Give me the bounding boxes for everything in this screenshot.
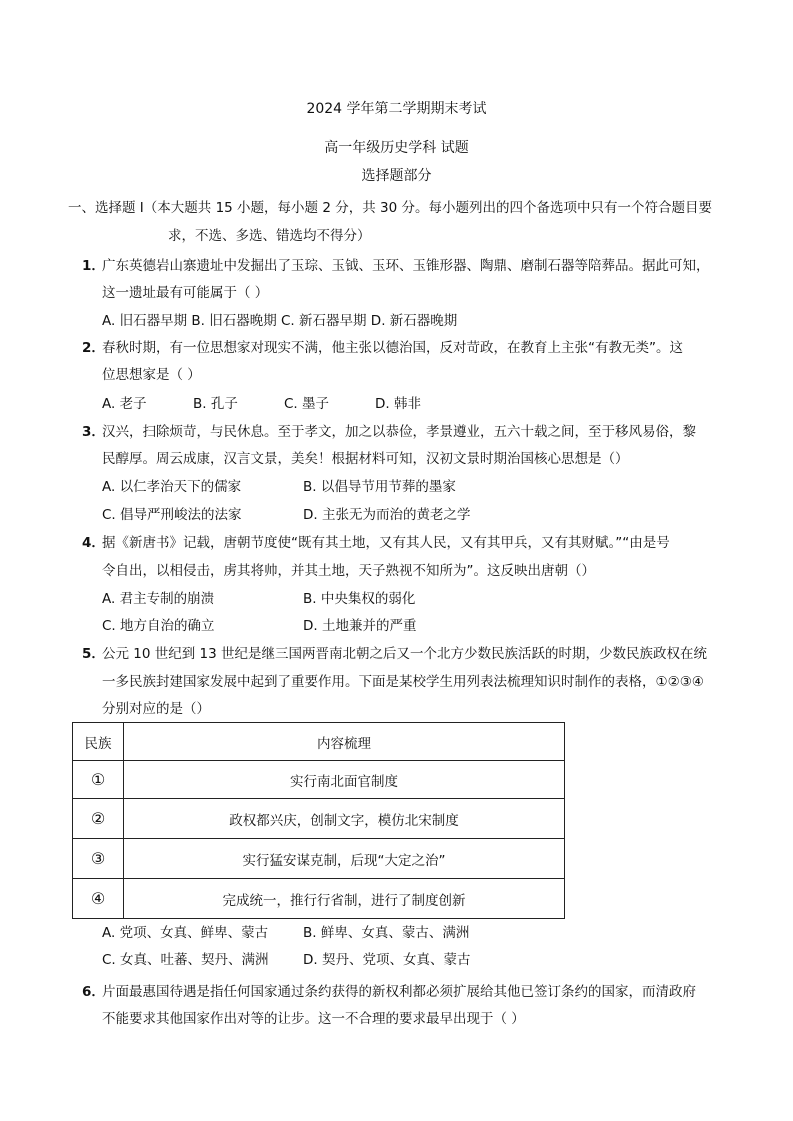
table-cell-content: 政权都兴庆，创制文字，模仿北宋制度 [124, 799, 565, 839]
table-cell-content: 完成统一，推行行省制，进行了制度创新 [124, 879, 565, 919]
question-stem: 公元 10 世纪到 13 世纪是继三国两晋南北朝之后又一个北方少数民族活跃的时期，少数民族政权在统 [102, 646, 708, 662]
question-number: 5． [82, 646, 105, 662]
option-c: C. 倡导严刑峻法的法家 [102, 507, 242, 523]
option-b: B. 以倡导节用节葬的墨家 [303, 479, 456, 495]
option-d: D. 主张无为而治的黄老之学 [303, 507, 471, 523]
table-header-row [73, 723, 565, 761]
option-a: A. 党项、女真、鲜卑、蒙古 [102, 925, 269, 941]
question-stem: 广东英德岩山寨遗址中发掘出了玉琮、玉钺、玉环、玉锥形器、陶鼎、磨制石器等陪葬品。据此可知， [102, 258, 710, 274]
option-line: A. 旧石器早期 B. 旧石器晚期 C. 新石器早期 D. 新石器晚期 [102, 313, 458, 329]
section-instruction: 一、选择题 I（本大题共 15 小题，每小题 2 分，共 30 分。每小题列出的四个备选项中只有一个符合题目要 [68, 200, 712, 216]
question-stem: 一多民族封建国家发展中起到了重要作用。下面是某校学生用列表法梳理知识时制作的表格，①②③④ [102, 674, 704, 690]
question-stem: 分别对应的是（） [102, 701, 210, 717]
question-stem: 汉兴，扫除烦苛，与民休息。至于孝文，加之以恭俭，孝景遵业，五六十载之间，至于移风易俗，黎 [102, 424, 696, 440]
option-b: B. 孔子 [193, 396, 238, 412]
option-d: D. 契丹、党项、女真、蒙古 [303, 952, 471, 968]
question-stem: 不能要求其他国家作出对等的让步。这一不合理的要求最早出现于（ ） [102, 1011, 525, 1027]
option-c: C. 墨子 [284, 396, 330, 412]
knowledge-table [72, 722, 565, 919]
question-number: 2． [82, 340, 105, 356]
option-c: C. 地方自治的确立 [102, 618, 215, 634]
table-header-cell: 内容梳理 [124, 723, 565, 761]
question-stem: 令自出，以相侵击，虏其将帅，并其土地，天子熟视不知所为”。这反映出唐朝（） [102, 563, 595, 579]
table-row [73, 799, 565, 839]
option-b: B. 中央集权的弱化 [303, 591, 416, 607]
question-stem: 民醇厚。周云成康，汉言文景，美矣！根据材料可知，汉初文景时期治国核心思想是（） [102, 451, 629, 467]
part-heading: 选择题部分 [361, 168, 432, 184]
question-number: 1． [82, 258, 105, 274]
question-number: 3． [82, 424, 105, 440]
section-instruction-cont: 求，不选、多选、错选均不得分） [168, 228, 371, 244]
table-cell-content: 实行猛安谋克制，后现“大定之治” [124, 839, 565, 879]
question-number: 6． [82, 984, 105, 1000]
question-stem: 位思想家是（ ） [102, 367, 201, 383]
exam-subtitle: 高一年级历史学科 试题 [324, 140, 469, 156]
table-row [73, 839, 565, 879]
option-a: A. 老子 [102, 396, 147, 412]
table-cell-marker: ④ [73, 879, 124, 919]
table-row [73, 761, 565, 799]
table-cell-marker: ② [73, 799, 124, 839]
option-c: C. 女真、吐蕃、契丹、满洲 [102, 952, 269, 968]
question-stem: 这一遗址最有可能属于（ ） [102, 285, 269, 301]
option-d: D. 土地兼并的严重 [303, 618, 417, 634]
table-header-cell: 民族 [73, 723, 124, 761]
question-stem: 据《新唐书》记载，唐朝节度使“既有其土地，又有其人民，又有其甲兵，又有其财赋。”“由是号 [102, 535, 670, 551]
option-d: D. 韩非 [375, 396, 421, 412]
table-cell-content: 实行南北面官制度 [124, 761, 565, 799]
table-row [73, 879, 565, 919]
option-b: B. 鲜卑、女真、蒙古、满洲 [303, 925, 470, 941]
table-cell-marker: ③ [73, 839, 124, 879]
question-stem: 片面最惠国待遇是指任何国家通过条约获得的新权利都必须扩展给其他已签订条约的国家，而清政府 [102, 984, 696, 1000]
question-stem: 春秋时期，有一位思想家对现实不满，他主张以德治国，反对苛政，在教育上主张“有教无类”。这 [102, 340, 683, 356]
exam-title: 2024 学年第二学期期末考试 [306, 101, 487, 117]
table-cell-marker: ① [73, 761, 124, 799]
option-a: A. 君主专制的崩溃 [102, 591, 215, 607]
question-number: 4． [82, 535, 105, 551]
option-a: A. 以仁孝治天下的儒家 [102, 479, 242, 495]
